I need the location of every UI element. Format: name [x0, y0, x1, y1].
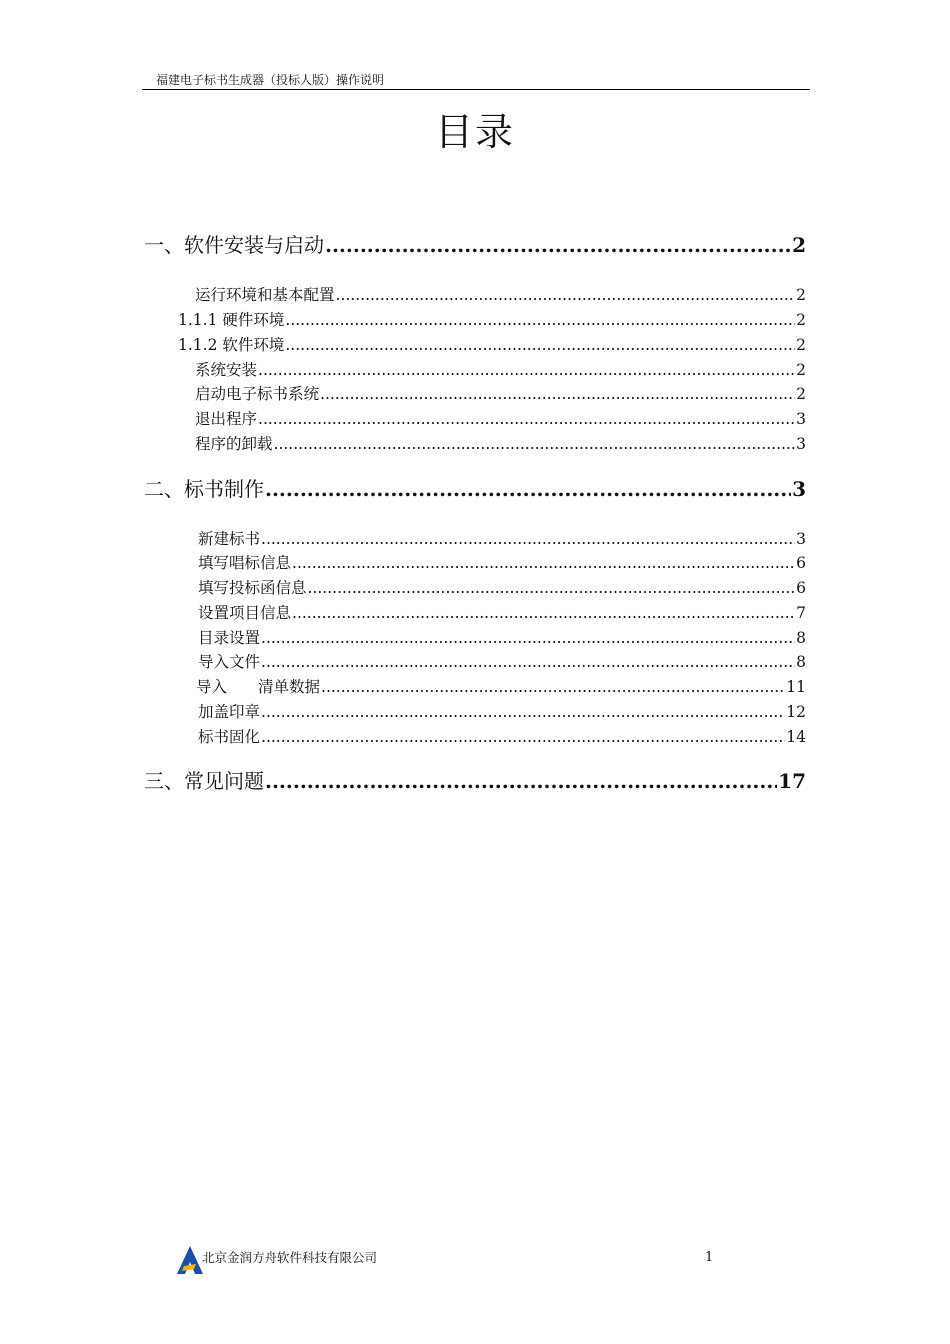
toc-entry[interactable] [198, 700, 806, 724]
toc-entry[interactable] [198, 626, 806, 650]
toc-leader-dots [336, 283, 796, 307]
toc-section-3[interactable] [144, 768, 806, 794]
toc-entry-label: 运行环境和基本配置 [195, 286, 335, 304]
toc-entry-page: 2 [796, 361, 806, 379]
toc-entry-label: 加盖印章 [198, 703, 261, 721]
toc-leader-dots [320, 382, 795, 406]
toc-entry-page: 3 [792, 477, 806, 501]
toc-entry-label: 标书固化 [198, 728, 261, 746]
toc-entry[interactable] [198, 576, 806, 600]
toc-entry[interactable] [198, 725, 806, 749]
toc-entry-label: 系统安装 [195, 361, 258, 379]
toc-entry[interactable] [195, 283, 806, 307]
toc-entry-label: 退出程序 [195, 410, 258, 428]
toc-entry-page: 6 [796, 579, 806, 597]
toc-leader-dots [258, 407, 795, 431]
toc-leader-dots [265, 476, 791, 502]
toc-entry-page: 11 [786, 678, 806, 696]
toc-leader-dots [285, 333, 795, 357]
toc-entry-page: 2 [796, 336, 806, 354]
toc-entry-page: 2 [796, 286, 806, 304]
toc-entry-label: 导入 清单数据 [196, 678, 321, 696]
toc-entry-label: 1.1.1 硬件环境 [178, 311, 285, 329]
toc-leader-dots [285, 308, 795, 332]
toc-leader-dots [321, 675, 785, 699]
toc-entry-label: 新建标书 [198, 530, 261, 548]
toc-entry-page: 8 [796, 629, 806, 647]
toc-leader-dots [265, 768, 777, 794]
toc-entry-label: 填写唱标信息 [198, 554, 292, 572]
toc-entry[interactable] [178, 308, 806, 332]
toc-entry[interactable] [195, 407, 806, 431]
toc-entry-label: 三、常见问题 [144, 769, 264, 793]
toc-entry-label: 目录设置 [198, 629, 261, 647]
company-name: 北京金润方舟软件科技有限公司 [202, 1250, 378, 1265]
document-footer [176, 1244, 716, 1276]
toc-entry-page: 12 [786, 703, 806, 721]
toc-entry-page: 2 [796, 311, 806, 329]
toc-entry-page: 3 [796, 435, 806, 453]
toc-section-2[interactable] [144, 476, 806, 502]
toc-entry[interactable] [198, 601, 806, 625]
toc-entry-page: 7 [796, 604, 806, 622]
document-header: 福建电子标书生成器（投标人版）操作说明 [142, 72, 810, 90]
toc-entry-page: 14 [786, 728, 806, 746]
toc-leader-dots [292, 551, 795, 575]
toc-entry-page: 2 [796, 385, 806, 403]
toc-entry-label: 导入文件 [198, 653, 261, 671]
toc-leader-dots [261, 700, 785, 724]
toc-entry[interactable] [196, 675, 806, 699]
toc-entry-page: 17 [778, 769, 806, 793]
toc-entry-label: 1.1.2 软件环境 [178, 336, 285, 354]
toc-entry-label: 设置项目信息 [198, 604, 292, 622]
toc-entry-page: 6 [796, 554, 806, 572]
toc-leader-dots [274, 432, 796, 456]
toc-leader-dots [261, 527, 795, 551]
toc-leader-dots [261, 725, 785, 749]
toc-entry[interactable] [198, 650, 806, 674]
toc-entry[interactable] [198, 551, 806, 575]
toc-entry[interactable] [195, 432, 806, 456]
toc-entry-label: 启动电子标书系统 [195, 385, 320, 403]
toc-entry-label: 程序的卸载 [195, 435, 273, 453]
toc-entry[interactable] [195, 382, 806, 406]
toc-entry-page: 2 [792, 233, 806, 257]
toc-entry-label: 一、软件安装与启动 [144, 233, 324, 257]
toc-entry-page: 3 [796, 410, 806, 428]
toc-entry-label: 二、标书制作 [144, 477, 264, 501]
toc-entry-page: 8 [796, 653, 806, 671]
toc-leader-dots [292, 601, 795, 625]
toc-section-1[interactable] [144, 232, 806, 258]
toc-leader-dots [258, 358, 795, 382]
toc-title: 目录 [434, 110, 515, 154]
toc-entry[interactable] [198, 527, 806, 551]
toc-leader-dots [308, 576, 796, 600]
toc-entry-page: 3 [796, 530, 806, 548]
toc-entry[interactable] [195, 358, 806, 382]
toc-leader-dots [325, 232, 791, 258]
toc-entry-label: 填写投标函信息 [198, 579, 307, 597]
page-number: 1 [705, 1250, 714, 1265]
company-logo-icon [176, 1244, 204, 1276]
toc-leader-dots [261, 626, 795, 650]
toc-leader-dots [261, 650, 795, 674]
toc-entry[interactable] [178, 333, 806, 357]
